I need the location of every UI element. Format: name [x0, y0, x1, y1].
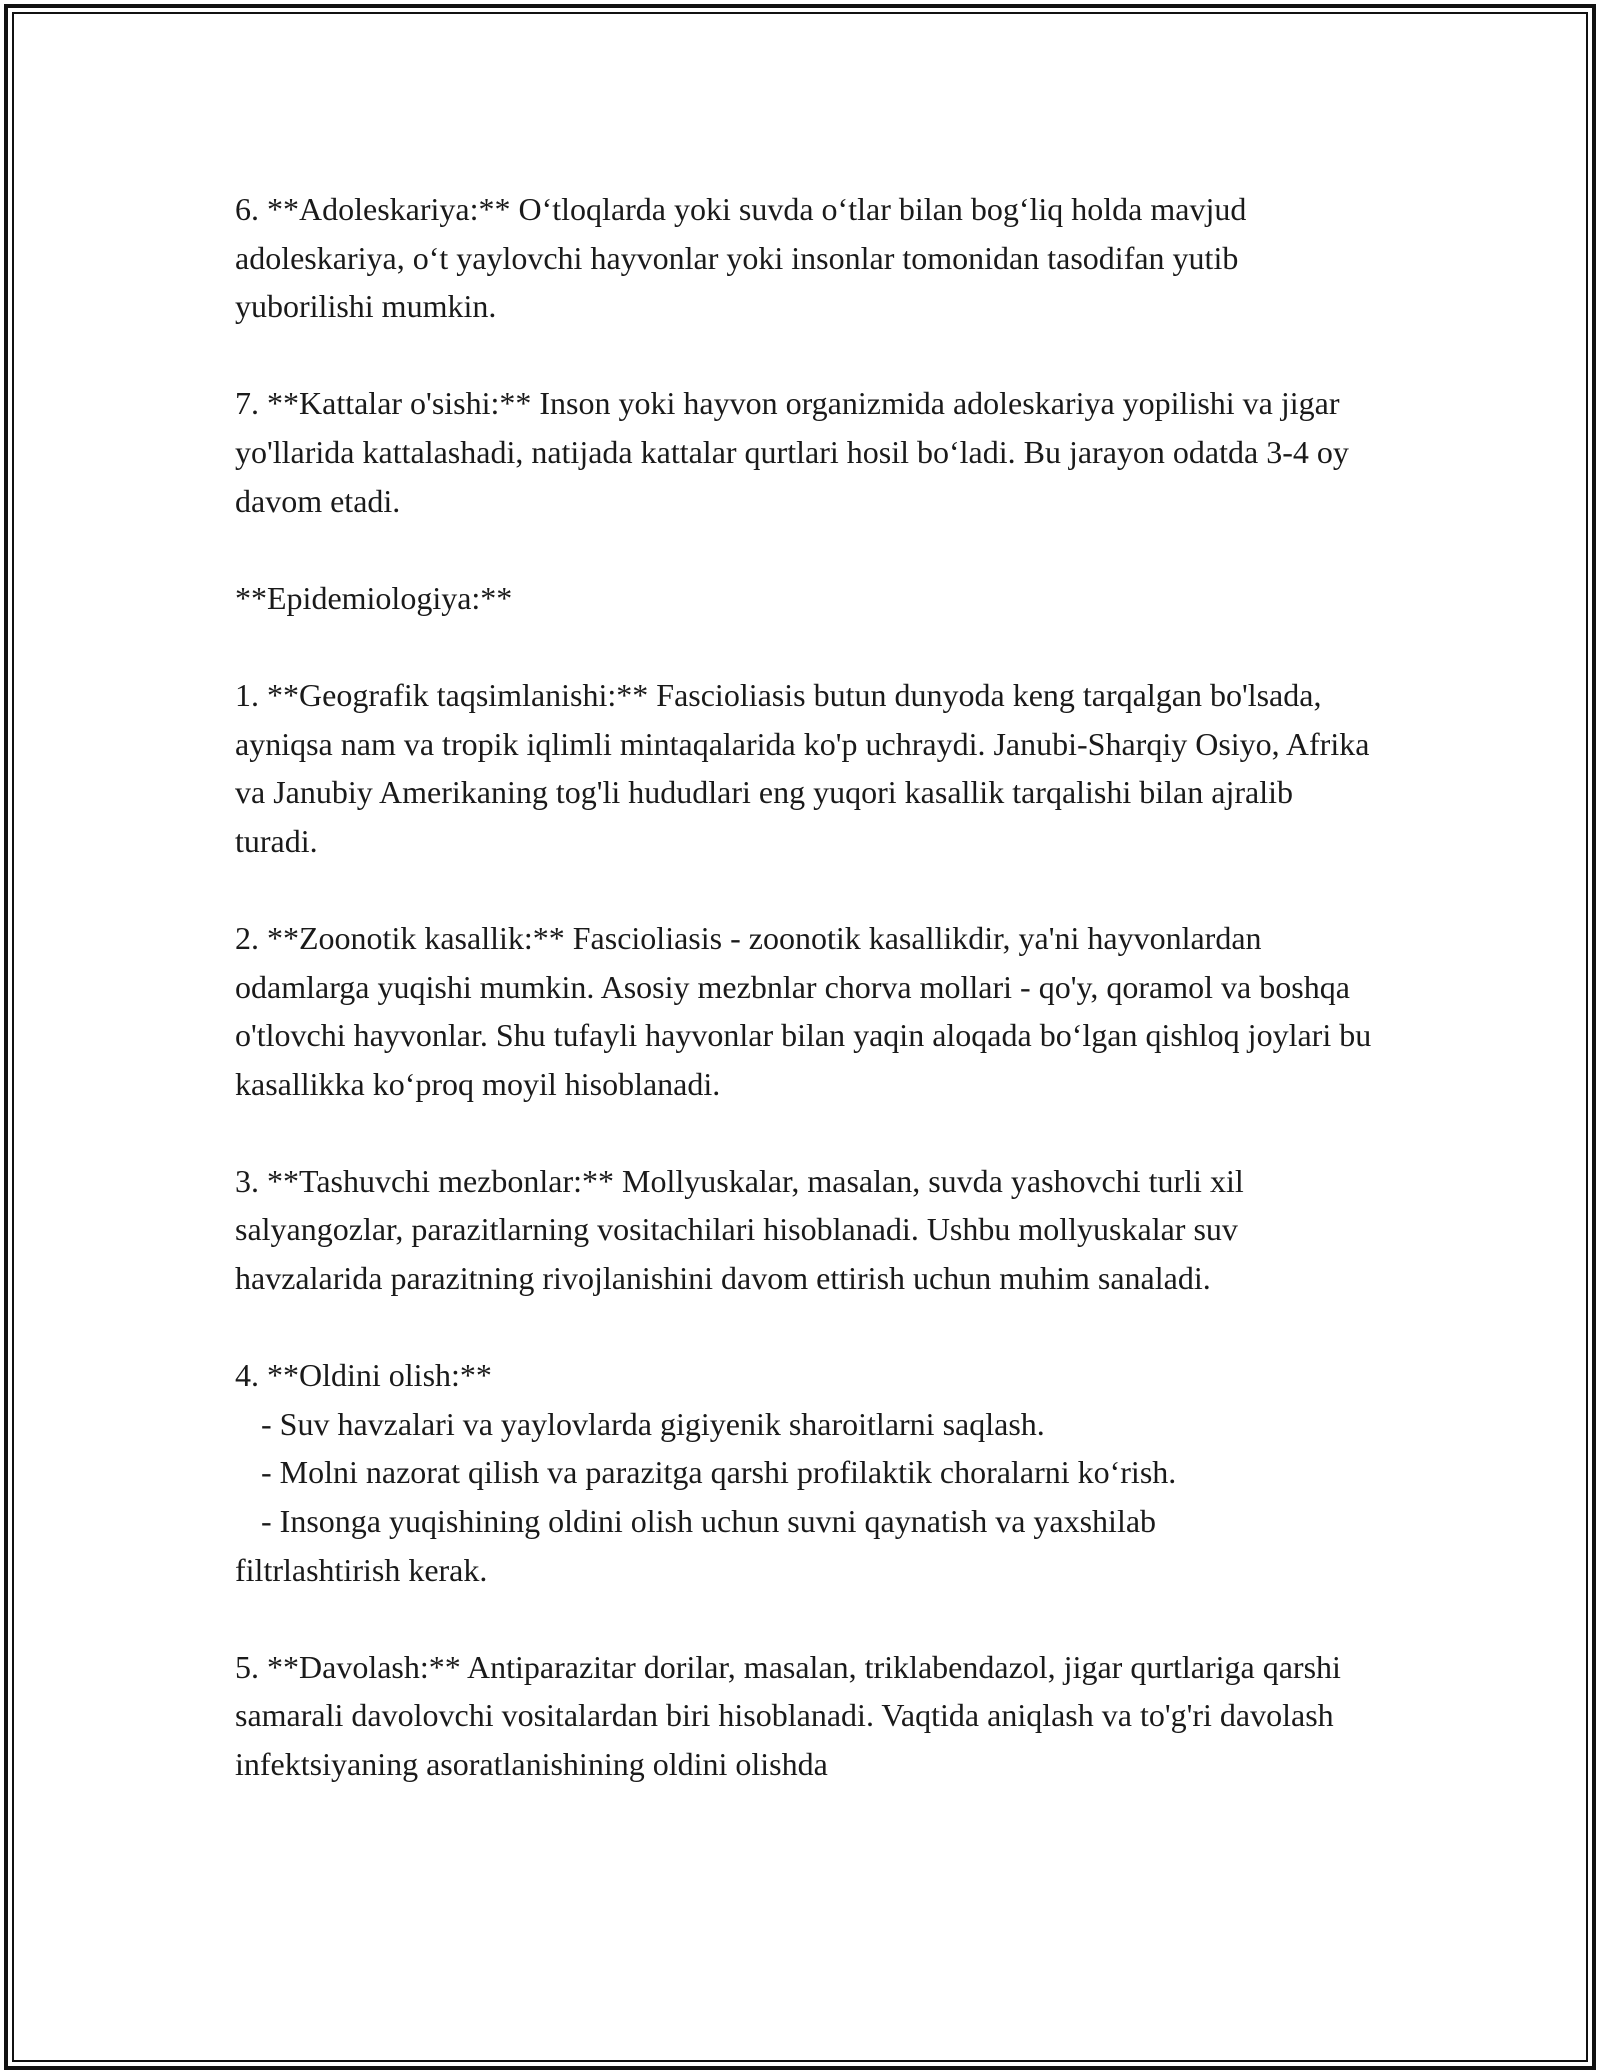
heading-oldini-olish: 4. **Oldini olish:**	[235, 1357, 492, 1394]
paragraph-davolash: 5. **Davolash:** Antiparazitar dorilar, masalan, triklabendazol, jigar qurtlariga qarshi samarali davolovchi vositalardan biri hisoblanadi. Vaqtida aniqlash va to'g'ri davolash infektsiyaning asoratlanishining oldini olishda	[235, 1648, 1341, 1782]
list-item: - Suv havzalari va yaylovlarda gigiyenik sharoitlarni saqlash.	[261, 1405, 1045, 1442]
list-item: - Insonga yuqishining oldini olish uchun suvni qaynatish va yaxshilab	[261, 1503, 1157, 1540]
paragraph-kattalar-osishi: 7. **Kattalar o'sishi:** Inson yoki hayvon organizmida adoleskariya yopilishi va jigar yo'llarida kattalashadi, natijada kattalar qurtlari hosil bo‘ladi. Bu jarayon odatda 3-4 oy davom etadi.	[235, 385, 1349, 519]
paragraph-tashuvchi-mezbonlar: 3. **Tashuvchi mezbonlar:** Mollyuskalar, masalan, suvda yashovchi turli xil salyangozlar, parazitlarning vositachilari hisoblanadi. Ushbu mollyuskalar suv havzalarida parazitning rivojlanishini davom ettirish uchun muhim sanaladi.	[235, 1162, 1244, 1297]
document-body	[235, 185, 1375, 1837]
list-item: - Molni nazorat qilish va parazitga qarshi profilaktik choralarni ko‘rish.	[261, 1454, 1177, 1491]
paragraph-geografik-taqsimlanishi: 1. **Geografik taqsimlanishi:** Fascioliasis butun dunyoda keng tarqalgan bo'lsada, ayniqsa nam va tropik iqlimli mintaqalarida ko'p uchraydi. Janubi-Sharqiy Osiyo, Afrika va Janubiy Amerikaning tog'li hududlari eng yuqori kasallik tarqalishi bilan ajralib turadi.	[235, 676, 1370, 859]
heading-epidemiologiya: **Epidemiologiya:**	[235, 579, 513, 616]
paragraph-zoonotik-kasallik: 2. **Zoonotik kasallik:** Fascioliasis - zoonotik kasallikdir, ya'ni hayvonlardan odamlarga yuqishi mumkin. Asosiy mezbnlar chorva mollari - qo'y, qoramol va boshqa o'tlovchi hayvonlar. Shu tufayli hayvonlar bilan yaqin aloqada bo‘lgan qishloq joylari bu kasallikka ko‘proq moyil hisoblanadi.	[235, 919, 1372, 1102]
paragraph-adoleskariya: 6. **Adoleskariya:** O‘tloqlarda yoki suvda o‘tlar bilan bog‘liq holda mavjud adoleskariya, o‘t yaylovchi hayvonlar yoki insonlar tomonidan tasodifan yutib yuborilishi mumkin.	[235, 191, 1247, 325]
list-item-continuation: filtrlashtirish kerak.	[235, 1551, 488, 1588]
